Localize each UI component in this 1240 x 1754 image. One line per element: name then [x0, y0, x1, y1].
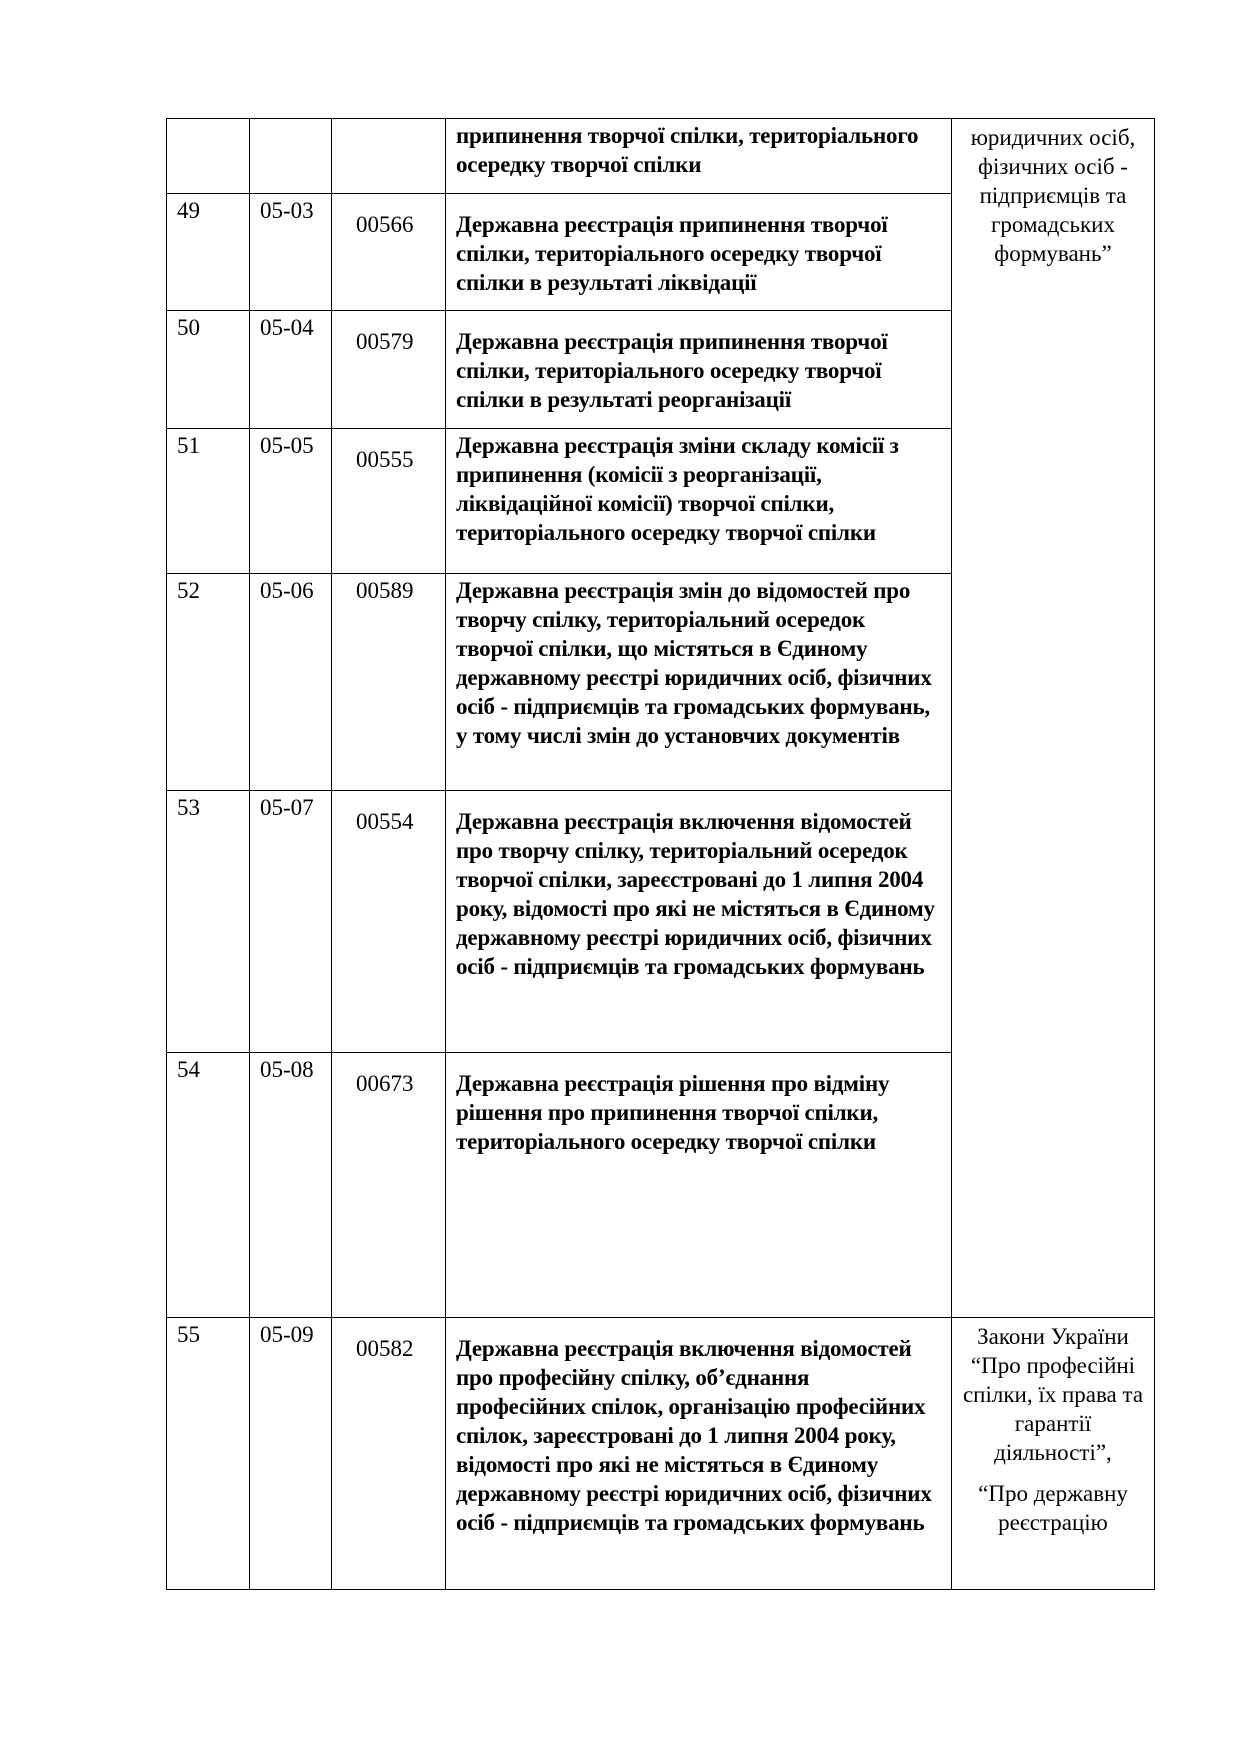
row-group-code: 05-03 [250, 194, 332, 311]
row-service-code: 00579 [332, 311, 446, 429]
row-description: Державна реєстрація змін до відомостей про творчу спілку, територіальний осередок творчої спілки, що містяться в Єдиному державному реєстрі юридичних осіб, фізичних осіб - підприємців та громадських формувань, у тому числі змін до установчих документів [446, 574, 952, 791]
row-number: 54 [167, 1053, 250, 1318]
row-number: 55 [167, 1318, 250, 1590]
row-service-code: 00673 [332, 1053, 446, 1318]
row-group-code: 05-06 [250, 574, 332, 791]
row-group-code: 05-08 [250, 1053, 332, 1318]
row-service-code: 00589 [332, 574, 446, 791]
legal-basis-text: Закони України “Про професійні спілки, їх права та гарантії діяльності”, [962, 1324, 1144, 1465]
row-service-code: 00582 [332, 1318, 446, 1590]
row-number: 51 [167, 429, 250, 574]
row-group-code: 05-04 [250, 311, 332, 429]
row-description: Державна реєстрація включення відомостей про професійну спілку, об’єднання професійних спілок, організацію професійних спілок, зареєстровані до 1 липня 2004 року, відомості про які не містяться в Єдиному державному реєстрі юридичних осіб, фізичних осіб - підприємців та громадських формувань [446, 1318, 952, 1590]
row-number: 49 [167, 194, 250, 311]
row-service-code [332, 119, 446, 194]
row-description: Державна реєстрація припинення творчої спілки, територіального осередку творчої спілки в результаті реорганізації [446, 311, 952, 429]
row-group-code [250, 119, 332, 194]
legal-basis-text: юридичних осіб, фізичних осіб - підприємців та громадських формувань” [970, 125, 1136, 266]
row-number: 50 [167, 311, 250, 429]
row-description: Державна реєстрація зміни складу комісії з припинення (комісії з реорганізації, ліквідаційної комісії) творчої спілки, територіального осередку творчої спілки [446, 429, 952, 574]
row-description: Державна реєстрація включення відомостей про творчу спілку, територіальний осередок творчої спілки, зареєстровані до 1 липня 2004 року, відомості про які не містяться в Єдиному державному реєстрі юридичних осіб, фізичних осіб - підприємців та громадських формувань [446, 791, 952, 1053]
row-number: 53 [167, 791, 250, 1053]
row-service-code: 00554 [332, 791, 446, 1053]
row-group-code: 05-07 [250, 791, 332, 1053]
row-description: припинення творчої спілки, територіального осередку творчої спілки [446, 119, 952, 194]
row-service-code: 00555 [332, 429, 446, 574]
row-number: 52 [167, 574, 250, 791]
table-row [167, 119, 1155, 194]
row-group-code: 05-09 [250, 1318, 332, 1590]
legal-basis-text: “Про державну реєстрацію [978, 1481, 1128, 1535]
row-description: Державна реєстрація припинення творчої спілки, територіального осередку творчої спілки в результаті ліквідації [446, 194, 952, 311]
row-number [167, 119, 250, 194]
legal-basis-cell [952, 119, 1155, 1318]
row-service-code: 00566 [332, 194, 446, 311]
legal-basis-cell [952, 1318, 1155, 1590]
row-group-code: 05-05 [250, 429, 332, 574]
row-description: Державна реєстрація рішення про відміну рішення про припинення творчої спілки, територіального осередку творчої спілки [446, 1053, 952, 1318]
table-row [167, 1318, 1155, 1590]
services-table [166, 118, 1155, 1590]
